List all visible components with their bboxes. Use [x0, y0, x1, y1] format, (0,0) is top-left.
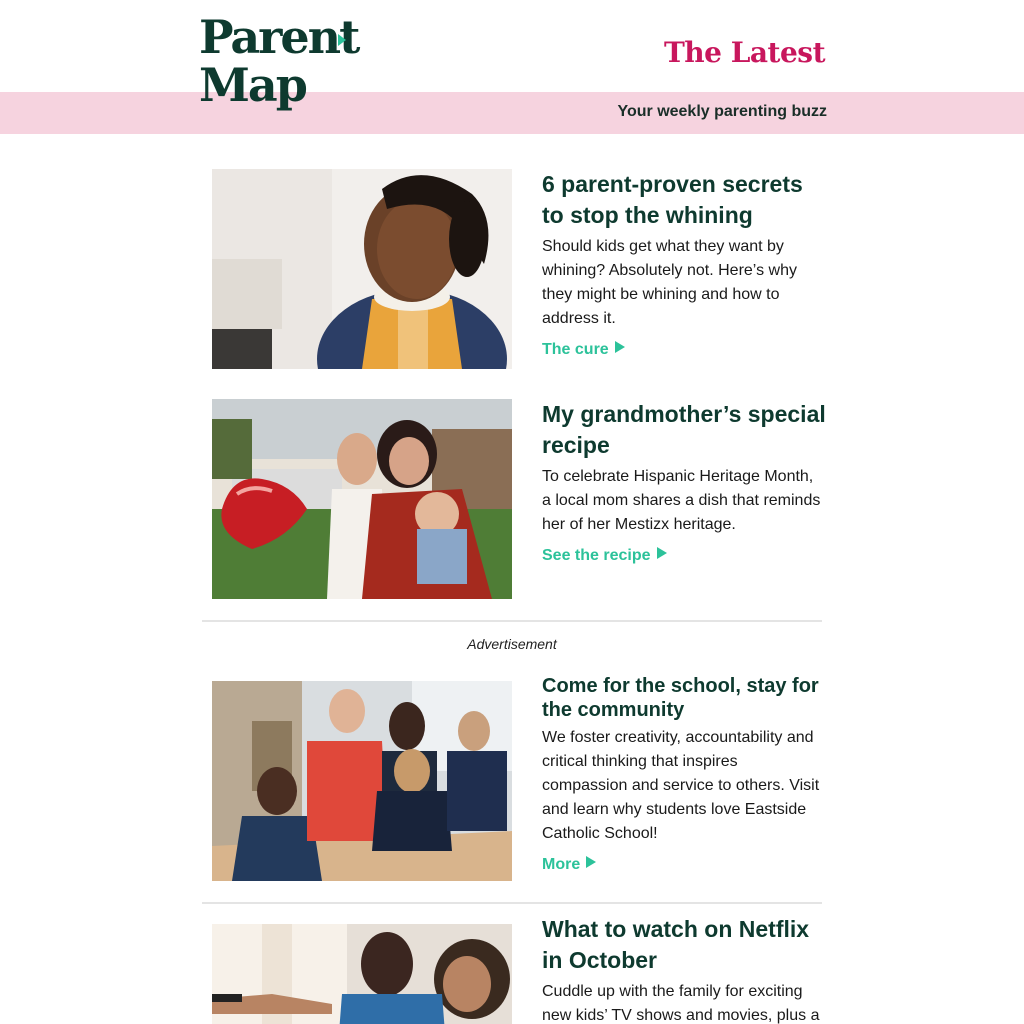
arrow-right-icon: [615, 341, 625, 353]
section-divider: [202, 620, 822, 622]
logo-word-map: Map: [199, 58, 306, 112]
family-with-balloon-photo: [212, 399, 512, 599]
article-card: [212, 169, 824, 369]
ad-image-link[interactable]: [212, 681, 512, 881]
ad-title[interactable]: Come for the school, stay for the community: [542, 675, 819, 721]
article-image-link[interactable]: [212, 924, 512, 1024]
section-title: The Latest: [663, 36, 825, 69]
tagline: Your weekly parenting buzz: [617, 103, 827, 120]
article-card: [212, 914, 824, 1024]
parentmap-logo[interactable]: [199, 10, 359, 124]
cta-label: The cure: [542, 341, 609, 358]
ad-copy: [542, 674, 826, 874]
family-watching-tv-photo: [212, 924, 512, 1024]
more-link[interactable]: [542, 856, 596, 874]
article-copy: [542, 169, 826, 359]
article-title[interactable]: 6 parent-proven secrets to stop the whining: [542, 171, 803, 228]
arrow-right-icon: [586, 856, 596, 868]
article-copy: [542, 399, 826, 565]
ad-card: [212, 674, 824, 881]
article-image-link[interactable]: [212, 399, 512, 599]
see-the-recipe-link[interactable]: [542, 547, 667, 565]
article-description: Should kids get what they want by whining? Absolutely not. Here’s why they might be whining and how to address it.: [542, 238, 797, 327]
whining-toddler-photo: [212, 169, 512, 369]
article-description: To celebrate Hispanic Heritage Month, a local mom shares a dish that reminds her of her Mestizx heritage.: [542, 468, 821, 533]
cta-label: More: [542, 856, 581, 873]
article-image-link[interactable]: [212, 169, 512, 369]
cta-label: See the recipe: [542, 547, 651, 564]
article-copy: [542, 914, 826, 1024]
arrow-right-icon: [657, 547, 667, 559]
students-group-photo: [212, 681, 512, 881]
tagline-band: [0, 92, 1024, 134]
ad-description: We foster creativity, accountability and critical thinking that inspires compassion and service to others. Visit and learn why students love Eastside Catholic School!: [542, 729, 820, 842]
advertisement-label: Advertisement: [467, 636, 557, 652]
logo-play-icon: [338, 34, 346, 46]
article-title[interactable]: My grandmother’s special recipe: [542, 401, 826, 458]
article-card: [212, 399, 824, 599]
article-title[interactable]: What to watch on Netflix in October: [542, 916, 810, 973]
the-cure-link[interactable]: [542, 341, 625, 359]
article-description: Cuddle up with the family for exciting new kids’ TV shows and movies, plus a: [542, 983, 820, 1024]
section-divider: [202, 902, 822, 904]
logo-word-parent: Parent: [199, 10, 359, 64]
